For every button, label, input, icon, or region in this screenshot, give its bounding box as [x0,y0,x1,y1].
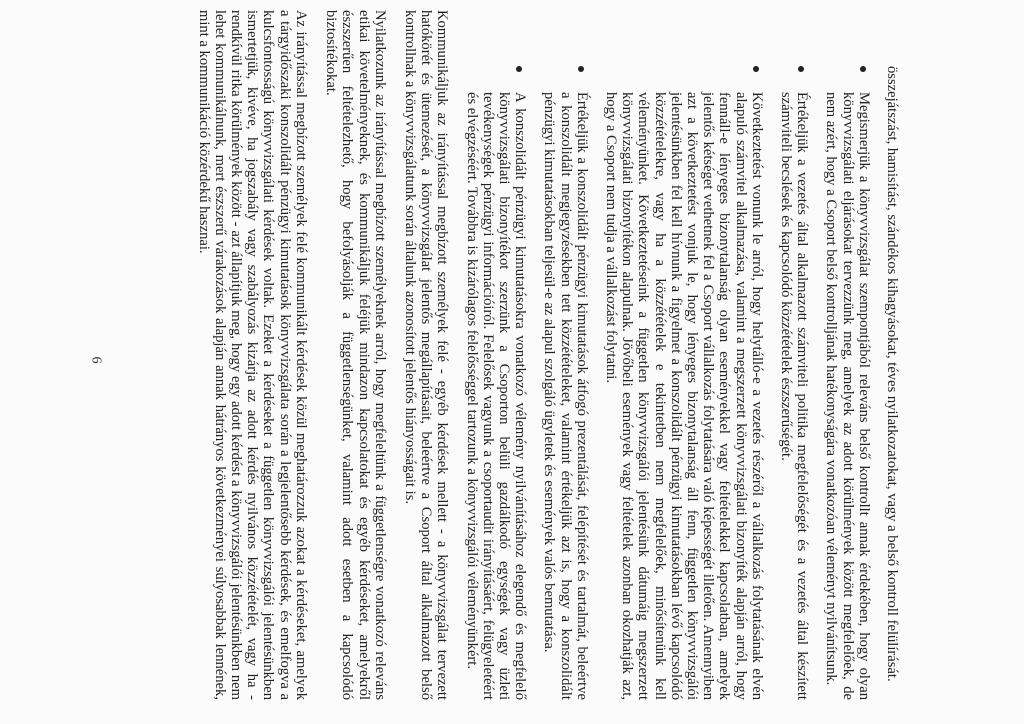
bullet-icon [578,66,584,72]
paragraph-communication: Kommunikáljuk az irányítással megbízott személyek felé - egyéb kérdések mellett - a könyvvizsgálat tervezett hatókörét és ütemezését, a könyvvizsgálat jelentős megállapításait, beleértve a Csoport által alkalmazott belső kontrollnak a könyvvizsgálatunk során általunk azonosított jelentős hiányosságait is. [401,10,451,700]
bullet-item: Következtetést vonunk le arról, hogy helytálló-e a vezetés részéről a vállalkozás folytatásának elvén alapuló számvitel alkalmazása, valamint a megszerzett könyvvizsgálati bizonyíték alapján arról, hogy fennáll-e lényeges bizonytalanság olyan eseményekkel vagy feltételekkel kapcsolatban, amelyek jelentős kétséget vethetnek fel a Csoport vállalkozás folytatására való képességét illetően. Amennyiben azt a következtetést vonjuk le, hogy lényeges bizonytalanság áll fenn, független könyvvizsgálói jelentésünkben fel kell hívnunk a figyelmet a konszolidált pénzügyi kimutatásokban lévő kapcsolódó közzétételekre, vagy ha a közzétételek e tekintetben nem megfelelőek, minősítenünk kell véleményünket. Következtetéseink a független könyvvizsgálói jelentésünk dátumáig megszerzett könyvvizsgálati bizonyítékon alapulnak. Jövőbeli események vagy feltételek azonban okozhatják azt, hogy a Csoport nem tudja a vállalkozást folytatni. [603,66,765,700]
intro-line: összejátszást, hamisítást, szándékos kihagyásokat, téves nyilatkozatokat, vagy a belső kontroll felülírását. [884,66,900,682]
bullet-item: A konszolidált pénzügyi kimutatásokra vonatkozó vélemény nyilvánításához elegendő és megfelelő könyvvizsgálati bizonyítékot szerzünk a Csoporton belüli gazdálkodó egységek vagy üzleti tevékenységek pénzügyi információiról. Felelősek vagyunk a csoportaudit irányításáért, felügyeletéért és elvégzéséért. Továbbra is kizárólagos felelősséggel tartozunk a könyvvizsgálói véleményünkért. [463,66,528,700]
bullet-item: Megismerjük a könyvvizsgálat szempontjából releváns belső kontrollt annak érdekében, hogy olyan könyvvizsgálati eljárásokat tervezzünk meg, amelyek az adott körülmények között megfelelőek, de nem azért, hogy a Csoport belső kontrolljának hatékonyságára vonatkozóan véleményt nyilvánítsunk. [823,66,872,700]
page-number: 6 [88,356,104,364]
rotated-text-body [160,10,900,700]
bullet-icon [798,66,804,72]
bullet-item: Értékeljük a vezetés által alkalmazott számviteli politika megfelelőségét és a vezetés által készített számviteli becslések és kapcsolódó közzétételek észszerűségét. [778,66,810,700]
paragraph-independence: Nyilatkozunk az irányítással megbízott személyeknek arról, hogy megfeleltünk a függetlenségre vonatkozó releváns etikai követelményeknek, és kommunikáljuk feléjük mindazon kapcsolatokat és egyéb kérdéseket, amelyekről észszerűen feltételezhető, hogy befolyásolják a függetlenségünket, valamint adott esetben a kapcsolódó biztosítékokat. [323,10,388,700]
bullet-icon [860,66,866,72]
bullet-item: Értékeljük a konszolidált pénzügyi kimutatások átfogó prezentálását, felépítését és tartalmát, beleértve a konszolidált megjegyzésekben tett közzétételeket, valamint értékeljük azt is, hogy a konszolidált pénzügyi kimutatásokban teljesül-e az alapul szolgáló ügyletek és események valós bemutatása. [541,66,590,700]
bullet-icon [516,66,522,72]
paragraph-key-audit-matters: Az irányítással megbízott személyek felé kommunikált kérdések közül meghatározzuk azokat a kérdéseket, amelyek a tárgyidőszaki konszolidált pénzügyi kimutatások könyvvizsgálata során a legjelentősebb kérdések, és emelfogva a kulcsfontosságú könyvvizsgálati kérdések voltak. Ezeket a kérdéseket a független könyvvizsgálói jelentésünkben ismertetjük, kivéve, ha jogszabály vagy szabályozás kizárja az adott kérdés nyilvános közzétételét, vagy ha - rendkívül ritka körülmények között - azt állapítjuk meg, hogy egy adott kérdést a könyvvizsgálói jelentésünkben nem lehet kommunikálnunk, mert észszerű várakozások alapján annak hátrányos következményei súlyosabbak lennének, mint a kommunikáció közérdekű hasznai. [195,10,309,700]
bullet-icon [753,66,759,72]
bullet-list [463,10,871,700]
